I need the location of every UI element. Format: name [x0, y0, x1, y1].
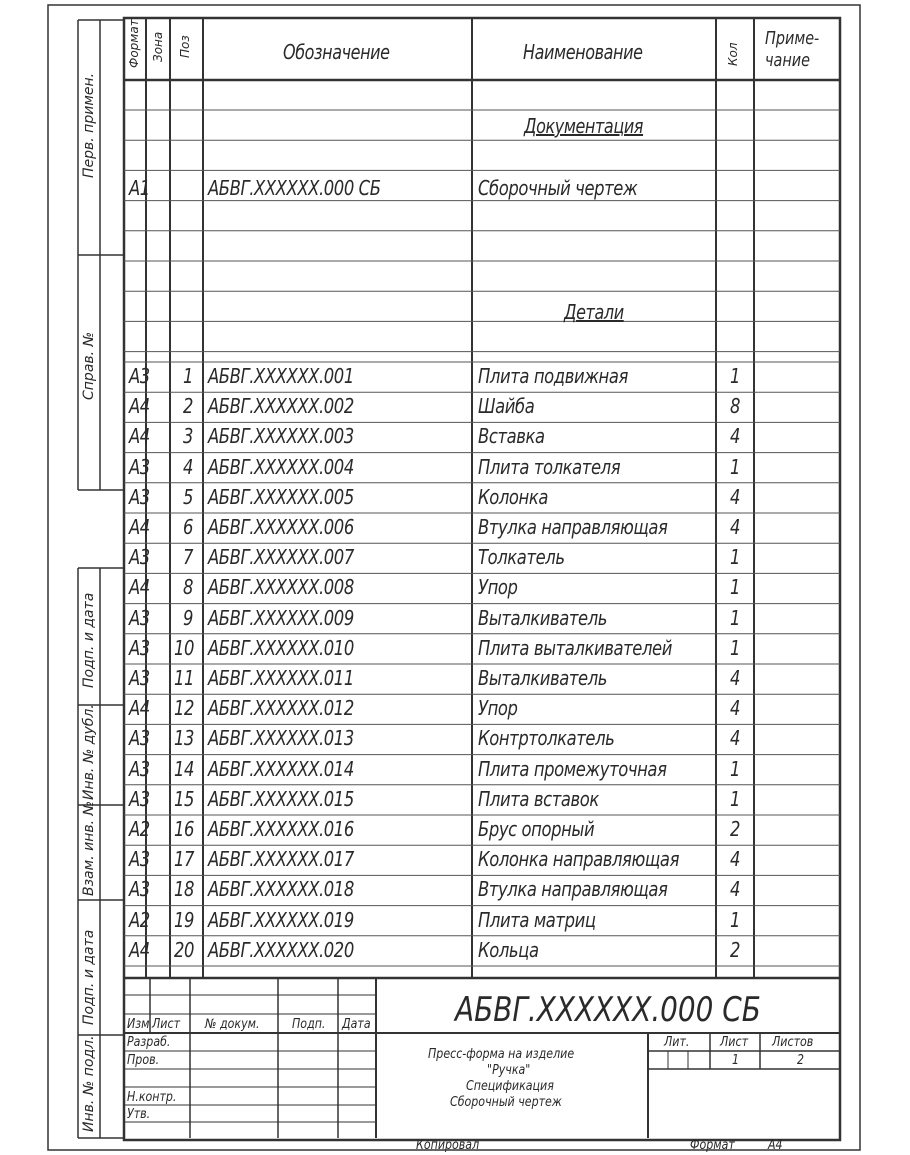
row-designation: АБВГ.XXXXXX.002: [208, 394, 354, 419]
row-pos: 2: [183, 394, 194, 419]
row-name: Выталкиватель: [478, 666, 608, 690]
row-designation: АБВГ.XXXXXX.019: [208, 907, 354, 932]
row-designation: АБВГ.XXXXXX.006: [208, 515, 354, 539]
tb-lit-label: Лит.: [664, 1035, 690, 1050]
row-qty: 4: [730, 424, 741, 449]
row-name: Колонка: [478, 484, 549, 509]
doc-row-name: Сборочный чертеж: [478, 176, 638, 200]
header-zone: Зона: [151, 31, 165, 62]
tb-col-sign: Подп.: [292, 1017, 326, 1032]
row-qty: 2: [730, 937, 741, 962]
row-designation: АБВГ.XXXXXX.008: [208, 575, 354, 600]
row-pos: 16: [174, 817, 195, 841]
row-designation: АБВГ.XXXXXX.005: [208, 484, 354, 509]
row-qty: 1: [730, 605, 741, 630]
row-qty: 1: [730, 786, 741, 811]
row-format: А4: [129, 424, 150, 449]
row-format: А3: [129, 726, 150, 751]
row-format: А3: [129, 635, 150, 660]
row-qty: 4: [730, 666, 741, 690]
footer-copied: Копировал: [416, 1138, 480, 1153]
row-pos: 12: [174, 696, 195, 721]
row-name: Втулка направляющая: [478, 877, 668, 902]
tb-sheet-label: Лист: [720, 1035, 749, 1050]
footer-format-label: Формат: [690, 1138, 735, 1153]
row-designation: АБВГ.XXXXXX.004: [208, 454, 354, 479]
header-qty: Кол: [726, 42, 740, 66]
row-format: А3: [129, 877, 150, 902]
margin-first-use: Перв. примен.: [81, 72, 97, 178]
row-name: Колонка направляющая: [478, 847, 680, 872]
row-pos: 14: [174, 756, 195, 781]
footer-format-value: А4: [768, 1138, 783, 1153]
row-name: Упор: [478, 575, 518, 600]
margin-ref-no: Справ. №: [81, 331, 97, 400]
tb-title-line3: Спецификация: [466, 1079, 554, 1094]
row-format: А4: [129, 515, 150, 539]
row-qty: 1: [730, 756, 741, 781]
row-name: Упор: [478, 696, 518, 721]
row-pos: 17: [174, 847, 195, 872]
row-format: А4: [129, 394, 150, 419]
row-name: Контртолкатель: [478, 726, 615, 751]
tb-title-line1: Пресс-форма на изделие: [428, 1047, 575, 1062]
row-pos: 9: [183, 605, 194, 630]
row-designation: АБВГ.XXXXXX.011: [208, 666, 354, 690]
margin-dup-inv: Инв. № дубл.: [81, 704, 97, 800]
doc-row-format: А1: [129, 176, 150, 200]
row-name: Шайба: [478, 394, 535, 419]
row-name: Брус опорный: [478, 817, 595, 841]
row-name: Плита вставок: [478, 786, 599, 811]
tb-role-norm: Н.контр.: [127, 1090, 177, 1105]
row-format: А4: [129, 696, 150, 721]
row-designation: АБВГ.XXXXXX.016: [208, 817, 354, 841]
row-pos: 3: [183, 424, 194, 449]
row-designation: АБВГ.XXXXXX.013: [208, 726, 354, 751]
row-format: А2: [129, 817, 150, 841]
row-designation: АБВГ.XXXXXX.017: [208, 847, 354, 872]
tb-title-line4: Сборочный чертеж: [450, 1095, 562, 1110]
row-designation: АБВГ.XXXXXX.020: [208, 937, 354, 962]
row-qty: 1: [730, 907, 741, 932]
row-designation: АБВГ.XXXXXX.015: [208, 786, 354, 811]
row-name: Кольца: [478, 937, 539, 962]
row-format: А3: [129, 605, 150, 630]
row-pos: 8: [183, 575, 194, 600]
tb-col-sheet: Лист: [152, 1017, 181, 1032]
row-format: А2: [129, 907, 150, 932]
row-format: А3: [129, 484, 150, 509]
margin-orig-inv: Инв. № подл.: [81, 1035, 97, 1132]
row-designation: АБВГ.XXXXXX.003: [208, 424, 354, 449]
row-qty: 4: [730, 696, 741, 721]
row-name: Плита толкателя: [478, 454, 621, 479]
tb-col-docno: № докум.: [205, 1017, 260, 1032]
row-qty: 1: [730, 575, 741, 600]
header-designation: Обозначение: [283, 40, 390, 64]
row-qty: 1: [730, 454, 741, 479]
row-qty: 8: [730, 394, 741, 419]
row-qty: 1: [730, 364, 741, 388]
margin-sign-date-2: Подп. и дата: [81, 929, 97, 1025]
header-note-line1: Приме-: [765, 28, 820, 49]
row-format: А3: [129, 545, 150, 570]
row-format: А3: [129, 364, 150, 388]
row-qty: 4: [730, 726, 741, 751]
row-qty: 4: [730, 484, 741, 509]
row-pos: 10: [174, 635, 195, 660]
row-pos: 7: [183, 545, 194, 570]
header-name: Наименование: [523, 40, 643, 64]
row-name: Плита выталкивателей: [478, 635, 672, 660]
row-qty: 4: [730, 515, 741, 539]
row-format: А4: [129, 937, 150, 962]
title-doc-code: АБВГ.XXXXXX.000 СБ: [455, 990, 761, 1030]
row-name: Выталкиватель: [478, 605, 608, 630]
row-qty: 4: [730, 877, 741, 902]
section-parts: Детали: [564, 300, 624, 324]
row-format: А3: [129, 786, 150, 811]
row-qty: 1: [730, 635, 741, 660]
tb-role-approve: Утв.: [127, 1107, 151, 1122]
row-pos: 15: [174, 786, 195, 811]
row-pos: 20: [174, 937, 195, 962]
row-name: Вставка: [478, 424, 545, 449]
row-name: Плита матриц: [478, 907, 596, 932]
row-qty: 4: [730, 847, 741, 872]
section-documentation: Документация: [524, 114, 644, 138]
row-name: Толкатель: [478, 545, 565, 570]
row-designation: АБВГ.XXXXXX.014: [208, 756, 354, 781]
tb-sheets-label: Листов: [772, 1035, 814, 1050]
row-name: Втулка направляющая: [478, 515, 668, 539]
row-qty: 2: [730, 817, 741, 841]
row-designation: АБВГ.XXXXXX.012: [208, 696, 354, 721]
tb-sheet-value: 1: [732, 1053, 740, 1068]
tb-title-line2: "Ручка": [487, 1063, 531, 1078]
row-pos: 4: [183, 454, 194, 479]
row-qty: 1: [730, 545, 741, 570]
row-format: А4: [129, 575, 150, 600]
tb-col-date: Дата: [342, 1017, 371, 1032]
tb-sheets-value: 2: [797, 1053, 805, 1068]
header-note-line2: чание: [765, 50, 810, 71]
row-pos: 6: [183, 515, 194, 539]
row-format: А3: [129, 756, 150, 781]
row-pos: 11: [174, 666, 195, 690]
margin-sign-date-1: Подп. и дата: [81, 592, 97, 688]
row-designation: АБВГ.XXXXXX.001: [208, 364, 354, 388]
tb-col-change: Изм: [127, 1017, 150, 1032]
row-pos: 19: [174, 907, 195, 932]
row-format: А3: [129, 666, 150, 690]
row-designation: АБВГ.XXXXXX.007: [208, 545, 354, 570]
row-name: Плита подвижная: [478, 364, 628, 388]
row-format: А3: [129, 847, 150, 872]
row-pos: 13: [174, 726, 195, 751]
tb-role-check: Пров.: [127, 1053, 160, 1068]
row-designation: АБВГ.XXXXXX.009: [208, 605, 354, 630]
row-pos: 1: [183, 364, 194, 388]
margin-replace-inv: Взам. инв. №: [81, 800, 97, 896]
doc-row-designation: АБВГ.XXXXXX.000 СБ: [208, 176, 381, 200]
row-pos: 5: [183, 484, 194, 509]
row-name: Плита промежуточная: [478, 756, 667, 781]
header-format: Формат: [127, 19, 141, 68]
row-pos: 18: [174, 877, 195, 902]
row-designation: АБВГ.XXXXXX.018: [208, 877, 354, 902]
tb-role-dev: Разраб.: [127, 1035, 171, 1050]
header-pos: Поз: [178, 35, 192, 58]
row-format: А3: [129, 454, 150, 479]
row-designation: АБВГ.XXXXXX.010: [208, 635, 354, 660]
